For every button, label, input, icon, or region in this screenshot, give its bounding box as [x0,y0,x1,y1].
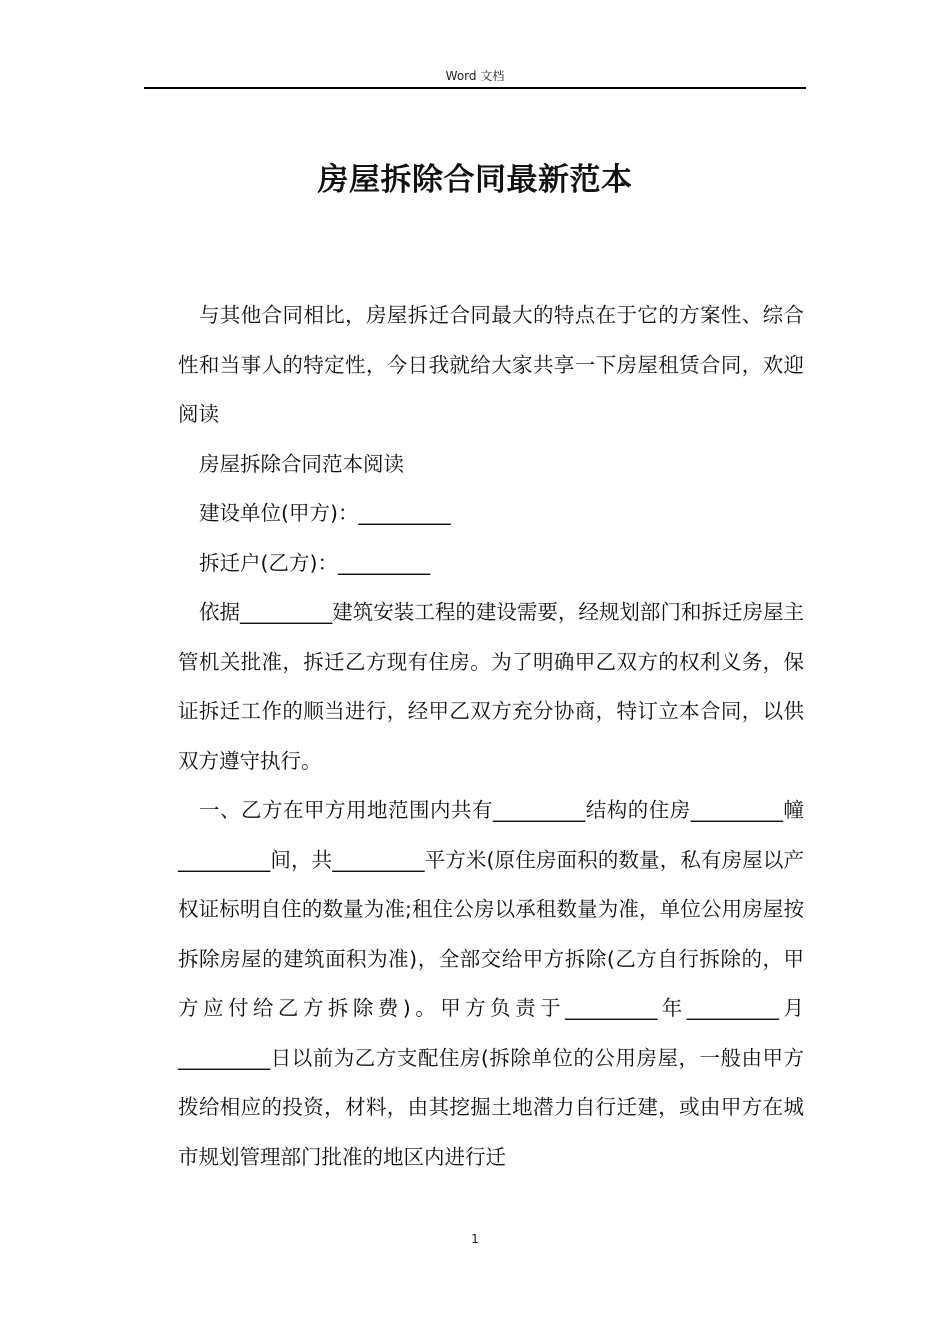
paragraph-party-a: 建设单位(甲方)：_________ [199,501,451,525]
document-body [178,291,804,1182]
paragraph-party-b: 拆迁户(乙方)：_________ [199,550,431,575]
page-header: Word 文档 [445,69,505,83]
paragraph-clause-one: 一、乙方在甲方用地范围内共有_________结构的住房_________幢_________间，共_________平方米(原住房面积的数量，私有房屋以产权证标明自住的数量为准;租住公房以承租数量为准，单位公用房屋按拆除房屋的建筑面积为准)，全部交给甲方拆除(乙方自行拆除的，甲方应付给乙方拆除费)。甲方负责于_________年_________月_________日以前为乙方支配住房(拆除单位的公用房屋，一般由甲方拨给相应的投资，材料，由其挖掘土地潜力自行迁建，或由甲方在城市规划管理部门批准的地区内进行迁 [178,798,804,1169]
page-number: 1 [471,1232,479,1246]
header-divider [144,87,806,89]
paragraph-basis: 依据_________建筑安装工程的建设需要，经规划部门和拆迁房屋主管机关批准，拆迁乙方现有住房。为了明确甲乙双方的权利义务，保证拆迁工作的顺当进行，经甲乙双方充分协商，特订立本合同，以供双方遵守执行。 [178,600,804,773]
paragraph-subtitle: 房屋拆除合同范本阅读 [199,451,404,476]
document-title: 房屋拆除合同最新范本 [317,162,633,198]
paragraph-intro: 与其他合同相比，房屋拆迁合同最大的特点在于它的方案性、综合性和当事人的特定性，今日我就给大家共享一下房屋租赁合同，欢迎阅读 [178,303,804,426]
